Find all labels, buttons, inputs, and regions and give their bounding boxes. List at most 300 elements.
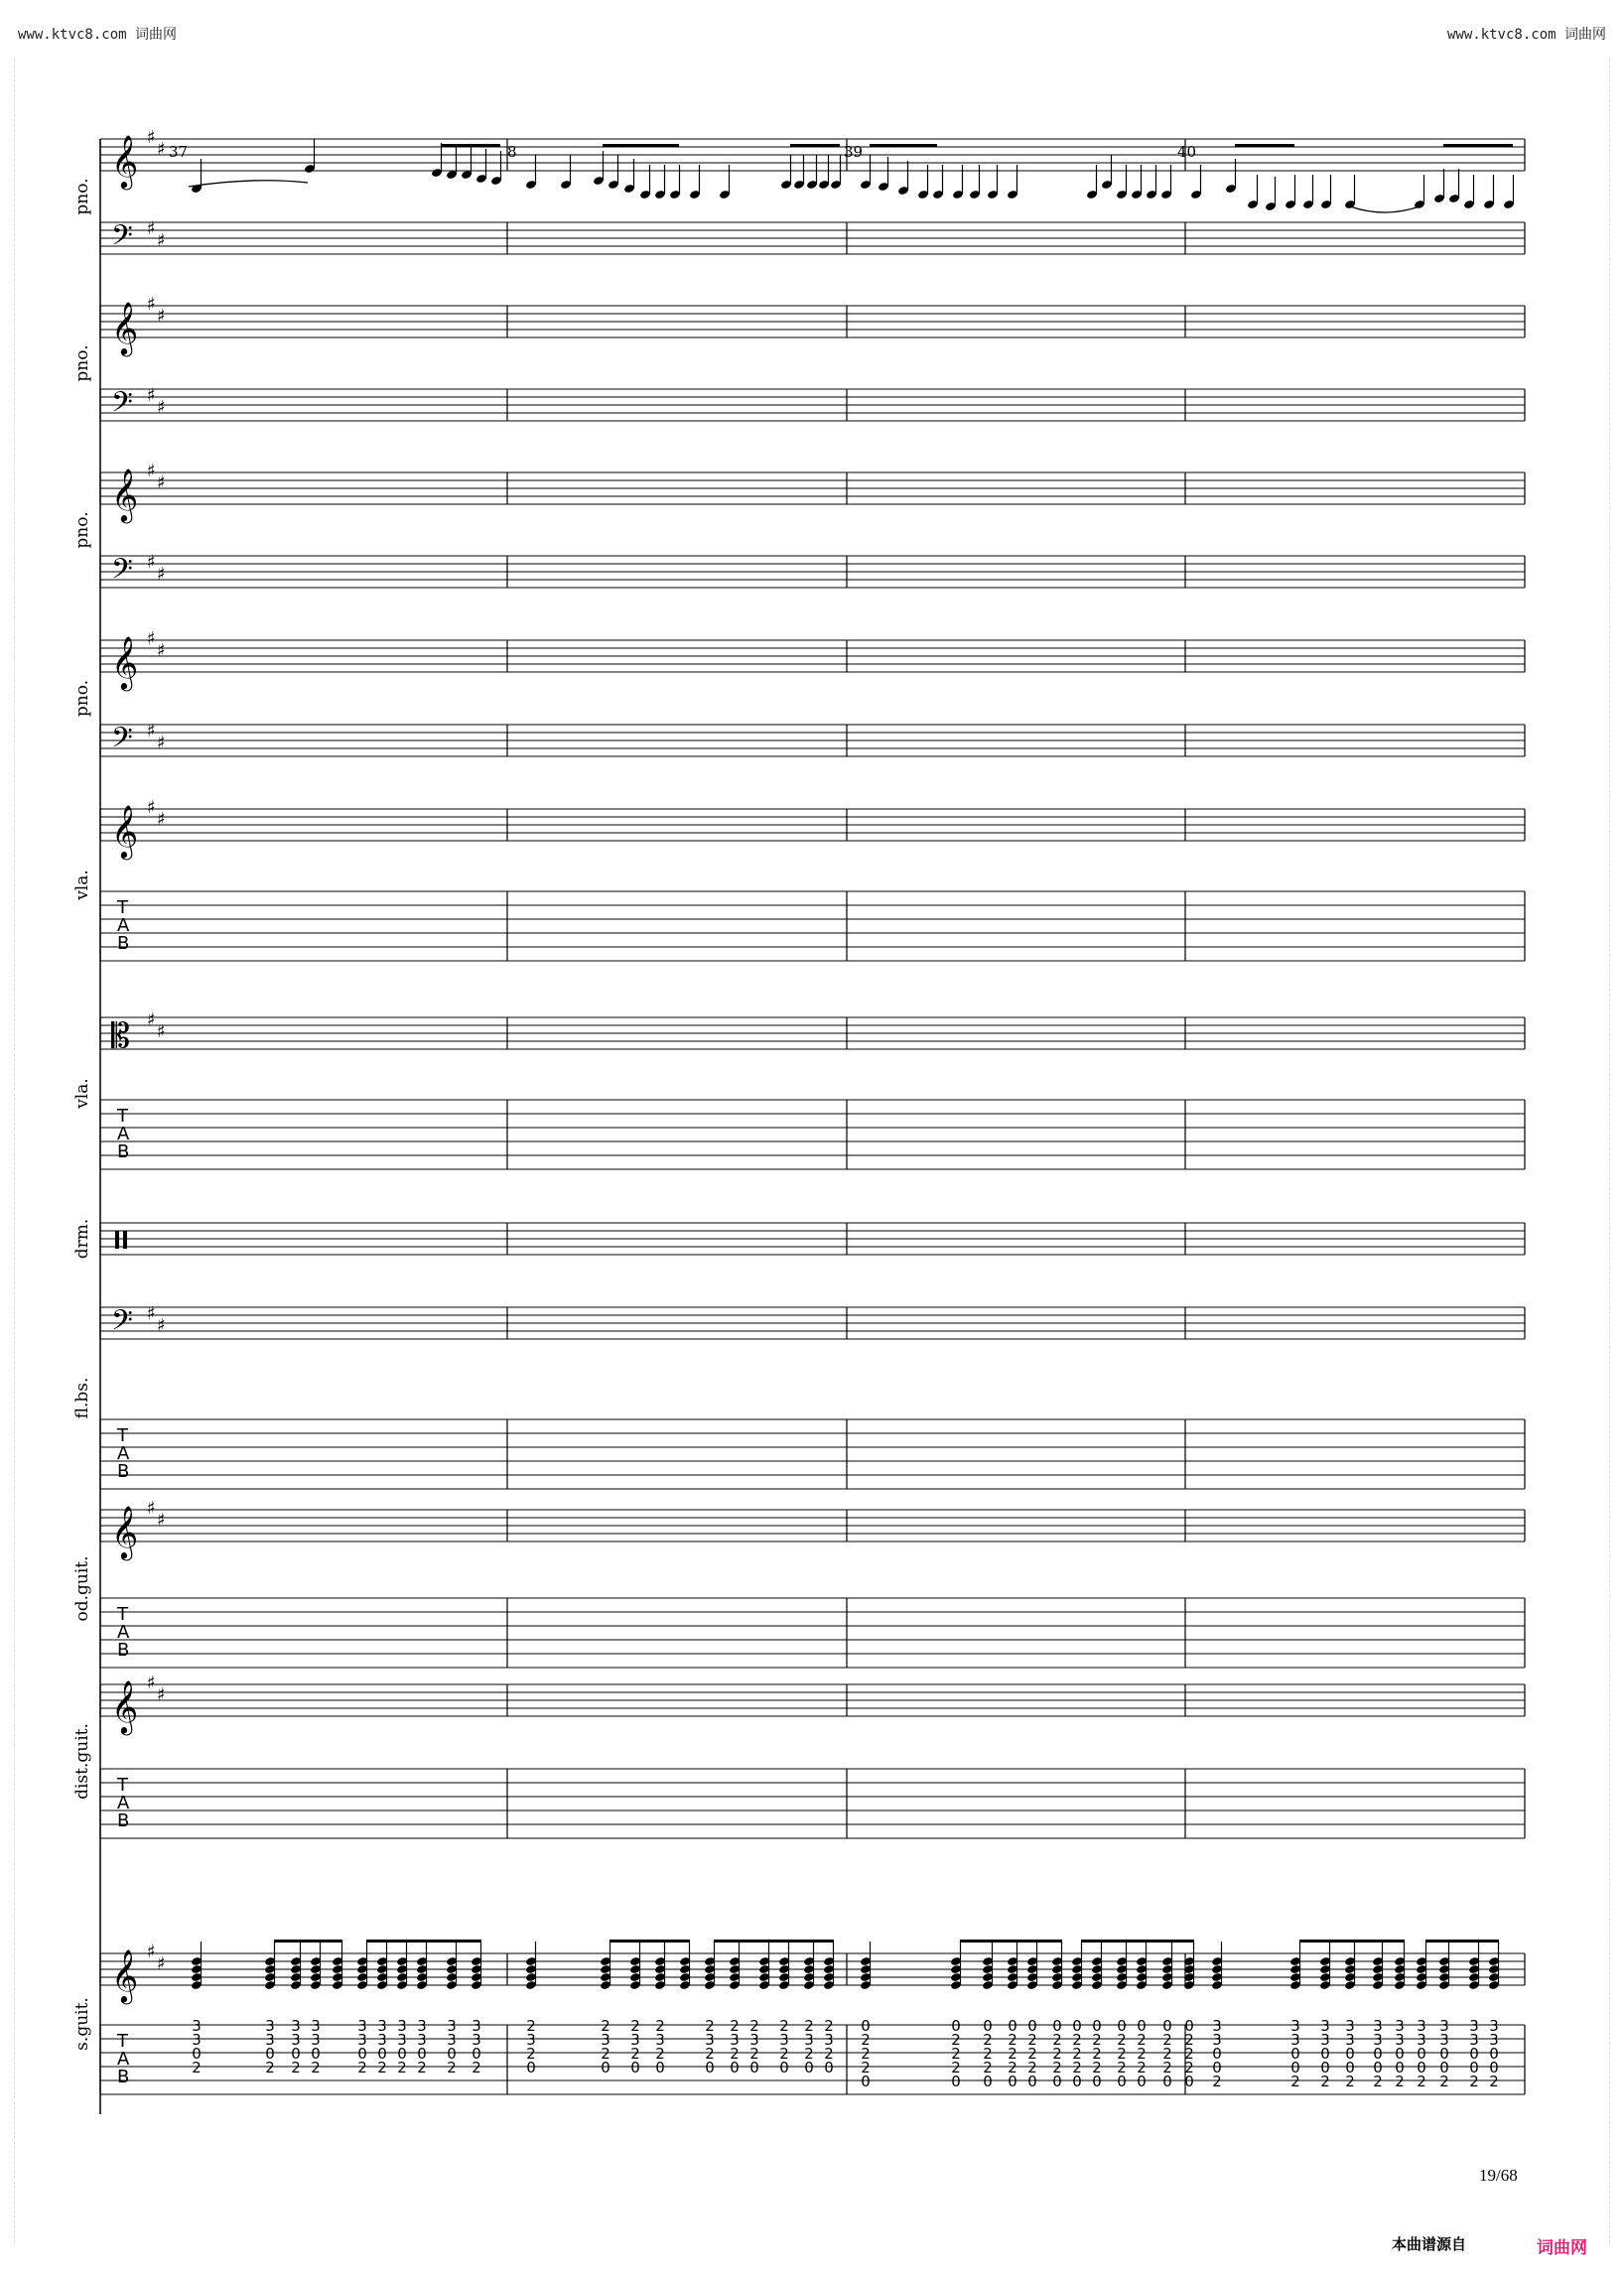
sharp-icon: ♯ bbox=[147, 1009, 156, 1030]
tab-number: 3 bbox=[1373, 2031, 1383, 2049]
tab-number: 2 bbox=[1008, 2031, 1017, 2049]
tab-number: 0 bbox=[1320, 2045, 1330, 2063]
staff-bass bbox=[100, 389, 1525, 421]
tab-number: 2 bbox=[1417, 2073, 1426, 2090]
bass-clef-icon: 𝄢 bbox=[111, 386, 133, 426]
tab-number: 0 bbox=[705, 2059, 715, 2077]
tab-number: 2 bbox=[1072, 2045, 1082, 2063]
tab-number: 2 bbox=[1072, 2059, 1082, 2077]
tab-number: 2 bbox=[1212, 2073, 1222, 2090]
tab-number: 0 bbox=[951, 2017, 961, 2035]
bass-clef-icon: 𝄢 bbox=[111, 722, 133, 761]
instrument-label: vla. bbox=[72, 1078, 92, 1109]
sharp-icon: ♯ bbox=[147, 721, 156, 741]
tab-number: 2 bbox=[1489, 2073, 1499, 2090]
tab-number: 0 bbox=[1469, 2059, 1479, 2077]
tab-number: 0 bbox=[1345, 2059, 1355, 2077]
staff-tab bbox=[100, 1419, 1525, 1489]
tab-number: 3 bbox=[1395, 2017, 1405, 2035]
tab-number: 2 bbox=[1137, 2059, 1147, 2077]
instrument-label: fl.bs. bbox=[72, 1377, 92, 1419]
staff-perc bbox=[100, 1223, 1525, 1255]
tab-number: 3 bbox=[447, 2017, 457, 2035]
sharp-icon: ♯ bbox=[157, 230, 166, 251]
tab-number: 2 bbox=[1184, 2059, 1194, 2077]
tab-number: 3 bbox=[779, 2031, 789, 2049]
staff-treble bbox=[100, 640, 1525, 672]
tab-number: 2 bbox=[951, 2059, 961, 2077]
sharp-icon: ♯ bbox=[147, 1673, 156, 1693]
tab-number: 2 bbox=[1137, 2031, 1147, 2049]
tab-number: 0 bbox=[265, 2045, 275, 2063]
tie bbox=[1350, 206, 1420, 212]
beam bbox=[870, 144, 937, 147]
tab-number: 2 bbox=[779, 2045, 789, 2063]
tab-number: 2 bbox=[1162, 2059, 1172, 2077]
tab-number: 2 bbox=[1052, 2045, 1062, 2063]
tab-number: 0 bbox=[1290, 2059, 1300, 2077]
tab-number: 0 bbox=[526, 2059, 536, 2077]
tab-number: 2 bbox=[824, 2045, 834, 2063]
sharp-icon: ♯ bbox=[147, 461, 156, 481]
sharp-icon: ♯ bbox=[157, 733, 166, 753]
tab-number: 0 bbox=[1489, 2059, 1499, 2077]
sharp-icon: ♯ bbox=[147, 385, 156, 406]
tab-number: 2 bbox=[804, 2045, 814, 2063]
staff-tab bbox=[100, 1598, 1525, 1668]
tab-number: 2 bbox=[655, 2045, 665, 2063]
staff-treble bbox=[100, 306, 1525, 337]
tab-number: 0 bbox=[1027, 2073, 1037, 2090]
treble-clef-icon: 𝄞 bbox=[111, 635, 139, 689]
tab-letter: T bbox=[117, 1106, 128, 1127]
tab-number: 2 bbox=[749, 2017, 759, 2035]
instrument-label: drm. bbox=[72, 1218, 92, 1260]
footer-source-text: 本曲谱源自 bbox=[1392, 2235, 1467, 2253]
tab-number: 2 bbox=[1162, 2045, 1172, 2063]
tab-number: 0 bbox=[1395, 2059, 1405, 2077]
tab-number: 3 bbox=[417, 2017, 427, 2035]
tab-number: 0 bbox=[1290, 2045, 1300, 2063]
tab-number: 0 bbox=[1439, 2059, 1449, 2077]
tab-number: 2 bbox=[861, 2059, 871, 2077]
tab-number: 2 bbox=[861, 2031, 871, 2049]
tab-number: 3 bbox=[1489, 2031, 1499, 2049]
tab-number: 0 bbox=[1373, 2059, 1383, 2077]
tab-letter: A bbox=[117, 915, 130, 936]
tab-number: 0 bbox=[1212, 2045, 1222, 2063]
beam bbox=[714, 1940, 834, 1943]
tab-number: 3 bbox=[311, 2017, 321, 2035]
tab-letter: T bbox=[117, 897, 128, 918]
tab-number: 0 bbox=[1439, 2045, 1449, 2063]
tab-number: 3 bbox=[377, 2017, 387, 2035]
tab-number: 3 bbox=[1373, 2017, 1383, 2035]
tab-number: 0 bbox=[1469, 2045, 1479, 2063]
tab-number: 3 bbox=[1290, 2031, 1300, 2049]
tab-letter: T bbox=[117, 1604, 128, 1625]
tab-number: 2 bbox=[1373, 2073, 1383, 2090]
percussion-clef-icon bbox=[123, 1231, 127, 1249]
tab-number: 3 bbox=[1212, 2031, 1222, 2049]
tab-number: 2 bbox=[1117, 2045, 1127, 2063]
tab-number: 0 bbox=[1137, 2017, 1147, 2035]
sharp-icon: ♯ bbox=[157, 1510, 166, 1531]
tab-number: 0 bbox=[291, 2045, 301, 2063]
tab-number: 2 bbox=[1117, 2031, 1127, 2049]
instrument-label: s.guit. bbox=[72, 1997, 92, 2051]
sharp-icon: ♯ bbox=[157, 472, 166, 493]
tab-number: 0 bbox=[779, 2059, 789, 2077]
beam bbox=[1425, 1940, 1499, 1943]
tab-number: 0 bbox=[861, 2073, 871, 2090]
tab-number: 0 bbox=[730, 2059, 740, 2077]
tab-number: 0 bbox=[357, 2045, 367, 2063]
tab-number: 0 bbox=[804, 2059, 814, 2077]
tab-letter: T bbox=[117, 1775, 128, 1796]
tab-number: 0 bbox=[1489, 2045, 1499, 2063]
tab-number: 2 bbox=[1162, 2031, 1172, 2049]
treble-clef-icon: 𝄞 bbox=[111, 1505, 139, 1558]
measure-number: 40 bbox=[1177, 143, 1197, 161]
beam bbox=[1443, 144, 1513, 147]
tie bbox=[189, 181, 308, 187]
treble-clef-icon: 𝄞 bbox=[111, 468, 139, 521]
tab-number: 0 bbox=[1373, 2045, 1383, 2063]
tab-number: 3 bbox=[1212, 2017, 1222, 2035]
instrument-label: pno. bbox=[72, 679, 92, 718]
tab-number: 0 bbox=[1052, 2073, 1062, 2090]
tab-number: 3 bbox=[749, 2031, 759, 2049]
tab-number: 0 bbox=[1184, 2017, 1194, 2035]
tab-letter: B bbox=[117, 933, 130, 954]
sharp-icon: ♯ bbox=[147, 218, 156, 239]
tab-number: 2 bbox=[1184, 2045, 1194, 2063]
measure-number: 8 bbox=[507, 143, 517, 161]
beam bbox=[1299, 1940, 1405, 1943]
sharp-icon: ♯ bbox=[157, 139, 166, 160]
tab-number: 0 bbox=[397, 2045, 407, 2063]
tab-number: 2 bbox=[1008, 2059, 1017, 2077]
percussion-clef-icon bbox=[115, 1231, 119, 1249]
beam bbox=[790, 144, 840, 147]
tab-number: 3 bbox=[1345, 2017, 1355, 2035]
beam bbox=[609, 1940, 690, 1943]
staff-treble bbox=[100, 1510, 1525, 1541]
tab-letter: A bbox=[117, 2049, 130, 2070]
tab-number: 2 bbox=[417, 2059, 427, 2077]
instrument-label: pno. bbox=[72, 178, 92, 215]
tab-number: 3 bbox=[1439, 2031, 1449, 2049]
tab-number: 2 bbox=[749, 2045, 759, 2063]
tab-number: 0 bbox=[417, 2045, 427, 2063]
tab-number: 2 bbox=[1052, 2059, 1062, 2077]
tab-number: 0 bbox=[1008, 2017, 1017, 2035]
tab-number: 0 bbox=[472, 2045, 481, 2063]
tab-number: 2 bbox=[447, 2059, 457, 2077]
sharp-icon: ♯ bbox=[147, 1303, 156, 1324]
measure-number: 39 bbox=[844, 143, 864, 161]
tab-number: 2 bbox=[377, 2059, 387, 2077]
tab-letter: A bbox=[117, 1443, 130, 1464]
tab-number: 2 bbox=[291, 2059, 301, 2077]
tab-number: 2 bbox=[1008, 2045, 1017, 2063]
beam bbox=[366, 1940, 481, 1943]
tab-number: 3 bbox=[655, 2031, 665, 2049]
beam bbox=[603, 144, 679, 147]
staff-bass bbox=[100, 556, 1525, 588]
tab-number: 3 bbox=[1290, 2017, 1300, 2035]
tab-number: 0 bbox=[447, 2045, 457, 2063]
tab-number: 0 bbox=[1162, 2073, 1172, 2090]
tab-letter: B bbox=[117, 1640, 130, 1661]
tab-number: 2 bbox=[192, 2059, 202, 2077]
staff-bass bbox=[100, 725, 1525, 756]
tab-number: 0 bbox=[1117, 2073, 1127, 2090]
bass-clef-icon: 𝄢 bbox=[111, 219, 133, 259]
tab-number: 3 bbox=[291, 2017, 301, 2035]
tab-number: 2 bbox=[1345, 2073, 1355, 2090]
tab-number: 0 bbox=[1072, 2073, 1082, 2090]
staff-tab bbox=[100, 1100, 1525, 1169]
tab-number: 2 bbox=[1072, 2031, 1082, 2049]
tab-number: 2 bbox=[983, 2031, 993, 2049]
tab-number: 0 bbox=[861, 2017, 871, 2035]
tab-number: 2 bbox=[1027, 2031, 1037, 2049]
tab-number: 0 bbox=[1320, 2059, 1330, 2077]
tab-number: 2 bbox=[1320, 2073, 1330, 2090]
sharp-icon: ♯ bbox=[157, 306, 166, 327]
staff-treble bbox=[100, 472, 1525, 504]
tab-number: 3 bbox=[192, 2031, 202, 2049]
instrument-label: pno. bbox=[72, 344, 92, 382]
tab-number: 0 bbox=[749, 2059, 759, 2077]
tab-number: 2 bbox=[397, 2059, 407, 2077]
sharp-icon: ♯ bbox=[157, 1684, 166, 1705]
tab-number: 3 bbox=[1439, 2017, 1449, 2035]
tab-number: 0 bbox=[192, 2045, 202, 2063]
tab-number: 0 bbox=[1008, 2073, 1017, 2090]
tab-number: 2 bbox=[1395, 2073, 1405, 2090]
tab-number: 3 bbox=[705, 2031, 715, 2049]
bass-clef-icon: 𝄢 bbox=[111, 1304, 133, 1344]
tab-number: 3 bbox=[804, 2031, 814, 2049]
sharp-icon: ♯ bbox=[157, 1315, 166, 1336]
footer-site-logo[interactable]: 词曲网 bbox=[1537, 2238, 1587, 2258]
tab-number: 0 bbox=[983, 2073, 993, 2090]
tab-number: 2 bbox=[1290, 2073, 1300, 2090]
treble-clef-icon: 𝄞 bbox=[111, 301, 139, 354]
tab-number: 3 bbox=[417, 2031, 427, 2049]
tab-number: 3 bbox=[1345, 2031, 1355, 2049]
staff-alto bbox=[100, 1017, 1525, 1049]
tab-number: 2 bbox=[265, 2059, 275, 2077]
treble-clef-icon: 𝄞 bbox=[111, 134, 139, 188]
tab-number: 0 bbox=[1417, 2045, 1426, 2063]
header-left-url[interactable]: www.ktvc8.com bbox=[18, 27, 127, 43]
tab-number: 3 bbox=[1489, 2017, 1499, 2035]
beam bbox=[274, 1940, 342, 1943]
tab-number: 2 bbox=[655, 2017, 665, 2035]
tab-number: 3 bbox=[1469, 2017, 1479, 2035]
tab-number: 3 bbox=[357, 2031, 367, 2049]
tab-number: 3 bbox=[730, 2031, 740, 2049]
tab-number: 3 bbox=[1417, 2031, 1426, 2049]
measure-number: 37 bbox=[169, 143, 189, 161]
tab-number: 2 bbox=[311, 2059, 321, 2077]
tab-number: 2 bbox=[730, 2017, 740, 2035]
sharp-icon: ♯ bbox=[157, 640, 166, 661]
tab-number: 3 bbox=[1395, 2031, 1405, 2049]
header-left-site: 词曲网 bbox=[135, 27, 178, 43]
tab-number: 2 bbox=[705, 2045, 715, 2063]
tab-number: 0 bbox=[983, 2017, 993, 2035]
sharp-icon: ♯ bbox=[157, 1021, 166, 1042]
beam bbox=[960, 1940, 1062, 1943]
tab-letter: B bbox=[117, 1461, 130, 1482]
tab-number: 2 bbox=[1137, 2045, 1147, 2063]
tab-letter: A bbox=[117, 1622, 130, 1643]
page-number: 19/68 bbox=[1479, 2166, 1518, 2185]
staff-treble bbox=[100, 809, 1525, 841]
tab-number: 0 bbox=[1092, 2017, 1102, 2035]
beam bbox=[1235, 144, 1294, 147]
tab-number: 0 bbox=[951, 2073, 961, 2090]
beam bbox=[441, 144, 500, 147]
tab-number: 2 bbox=[1092, 2031, 1102, 2049]
sharp-icon: ♯ bbox=[147, 1498, 156, 1519]
tab-number: 0 bbox=[1395, 2045, 1405, 2063]
tab-number: 3 bbox=[601, 2031, 610, 2049]
tab-number: 0 bbox=[1117, 2017, 1127, 2035]
tab-letter: B bbox=[117, 2067, 130, 2087]
tab-number: 3 bbox=[1320, 2017, 1330, 2035]
tab-number: 0 bbox=[1162, 2017, 1172, 2035]
sharp-icon: ♯ bbox=[157, 809, 166, 830]
staff-tab bbox=[100, 891, 1525, 961]
tab-letter: B bbox=[117, 1810, 130, 1831]
tab-number: 0 bbox=[311, 2045, 321, 2063]
tab-number: 2 bbox=[1469, 2073, 1479, 2090]
tab-number: 2 bbox=[730, 2045, 740, 2063]
tab-number: 0 bbox=[1417, 2059, 1426, 2077]
tab-number: 3 bbox=[824, 2031, 834, 2049]
header-right-url[interactable]: www.ktvc8.com bbox=[1446, 27, 1556, 43]
tab-number: 0 bbox=[1184, 2073, 1194, 2090]
tab-number: 2 bbox=[861, 2045, 871, 2063]
tab-number: 2 bbox=[1117, 2059, 1127, 2077]
tab-number: 2 bbox=[526, 2045, 536, 2063]
tab-number: 2 bbox=[1052, 2031, 1062, 2049]
tab-number: 2 bbox=[824, 2017, 834, 2035]
tab-letter: T bbox=[117, 1425, 128, 1446]
staff-tab bbox=[100, 1769, 1525, 1838]
tab-number: 3 bbox=[1417, 2017, 1426, 2035]
tab-number: 3 bbox=[357, 2017, 367, 2035]
treble-clef-icon: 𝄞 bbox=[111, 804, 139, 858]
staff-bass bbox=[100, 222, 1525, 254]
alto-clef-icon: 𝄡 bbox=[111, 1016, 130, 1056]
tab-letter: A bbox=[117, 1124, 130, 1144]
tab-number: 3 bbox=[1469, 2031, 1479, 2049]
tab-number: 2 bbox=[1184, 2031, 1194, 2049]
tab-number: 0 bbox=[1072, 2017, 1082, 2035]
tab-number: 2 bbox=[1027, 2045, 1037, 2063]
tab-number: 0 bbox=[630, 2059, 640, 2077]
tab-number: 2 bbox=[983, 2045, 993, 2063]
tab-number: 3 bbox=[265, 2017, 275, 2035]
tab-number: 3 bbox=[397, 2017, 407, 2035]
sharp-icon: ♯ bbox=[147, 127, 156, 148]
tab-number: 0 bbox=[1092, 2073, 1102, 2090]
tab-number: 0 bbox=[1345, 2045, 1355, 2063]
tab-number: 0 bbox=[824, 2059, 834, 2077]
treble-clef-icon: 𝄞 bbox=[111, 1948, 139, 2002]
tab-number: 3 bbox=[377, 2031, 387, 2049]
tab-number: 2 bbox=[601, 2045, 610, 2063]
tab-number: 0 bbox=[1052, 2017, 1062, 2035]
instrument-label: pno. bbox=[72, 511, 92, 549]
staff-treble bbox=[100, 1684, 1525, 1716]
sharp-icon: ♯ bbox=[147, 1942, 156, 1962]
treble-clef-icon: 𝄞 bbox=[111, 1679, 139, 1733]
beam bbox=[1081, 1940, 1194, 1943]
tab-number: 2 bbox=[526, 2017, 536, 2035]
tab-letter: A bbox=[117, 1793, 130, 1813]
sharp-icon: ♯ bbox=[147, 797, 156, 818]
tab-number: 0 bbox=[1137, 2073, 1147, 2090]
tab-number: 3 bbox=[447, 2031, 457, 2049]
tab-number: 3 bbox=[192, 2017, 202, 2035]
tab-letter: T bbox=[117, 2031, 128, 2052]
tab-number: 3 bbox=[630, 2031, 640, 2049]
tab-number: 2 bbox=[779, 2017, 789, 2035]
tab-number: 2 bbox=[1092, 2059, 1102, 2077]
tab-number: 0 bbox=[1027, 2017, 1037, 2035]
tab-number: 3 bbox=[265, 2031, 275, 2049]
tab-number: 3 bbox=[397, 2031, 407, 2049]
tab-number: 3 bbox=[472, 2017, 481, 2035]
tab-number: 2 bbox=[1092, 2045, 1102, 2063]
sharp-icon: ♯ bbox=[147, 294, 156, 315]
tab-number: 0 bbox=[601, 2059, 610, 2077]
tab-number: 2 bbox=[357, 2059, 367, 2077]
tab-number: 2 bbox=[472, 2059, 481, 2077]
header-right-site: 词曲网 bbox=[1564, 27, 1606, 43]
sharp-icon: ♯ bbox=[147, 552, 156, 573]
tab-number: 2 bbox=[1439, 2073, 1449, 2090]
tab-letter: B bbox=[117, 1141, 130, 1162]
instrument-label: vla. bbox=[72, 870, 92, 900]
tab-number: 3 bbox=[472, 2031, 481, 2049]
tab-number: 2 bbox=[630, 2045, 640, 2063]
tab-number: 2 bbox=[1027, 2059, 1037, 2077]
tab-number: 3 bbox=[311, 2031, 321, 2049]
tab-number: 0 bbox=[1212, 2059, 1222, 2077]
tab-number: 2 bbox=[705, 2017, 715, 2035]
bass-clef-icon: 𝄢 bbox=[111, 553, 133, 593]
tab-number: 2 bbox=[951, 2031, 961, 2049]
sharp-icon: ♯ bbox=[157, 397, 166, 418]
tab-number: 0 bbox=[377, 2045, 387, 2063]
tab-number: 3 bbox=[291, 2031, 301, 2049]
tab-number: 2 bbox=[601, 2017, 610, 2035]
tab-number: 2 bbox=[630, 2017, 640, 2035]
sharp-icon: ♯ bbox=[157, 1953, 166, 1974]
instrument-label: dist.guit. bbox=[72, 1723, 92, 1800]
tab-number: 2 bbox=[804, 2017, 814, 2035]
tab-number: 2 bbox=[983, 2059, 993, 2077]
